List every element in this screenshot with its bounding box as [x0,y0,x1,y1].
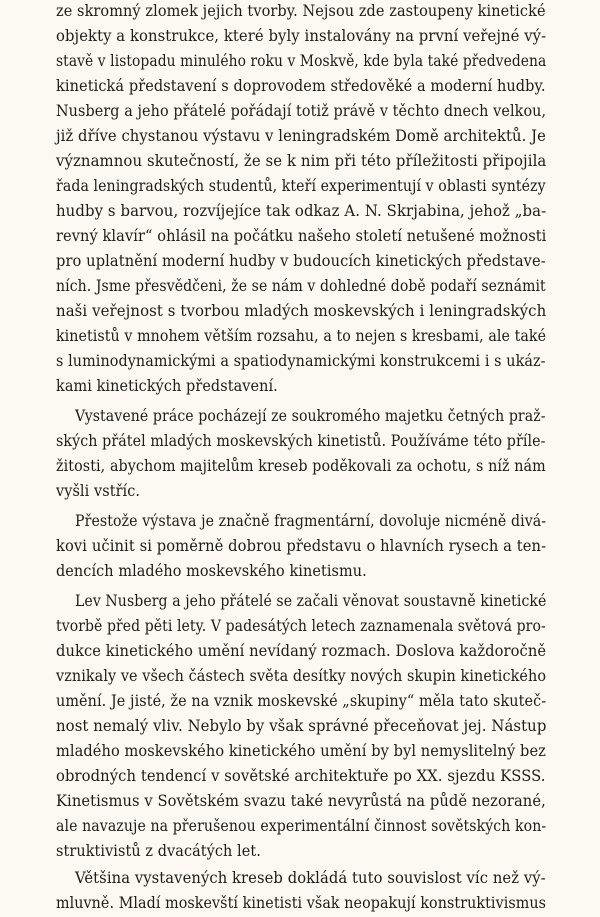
text-line: kinetistů v mnohem větším rozsahu, a to nejen s kresbami, ale také [56,326,547,345]
text-line: Kinetismus v Sovětském svazu také nevyrůstá na půdě nezorané, [56,791,546,810]
text-line: struktivistů z dvacátých let. [56,841,261,860]
text-line: naši veřejnost s tvorbou mladých moskevských i leningradských [56,301,547,320]
text-line: revný klavír“ ohlásil na počátku našeho století netušené možnosti [56,226,547,245]
text-line: řada leningradských studentů, kteří experimentují v oblasti syntézy [56,176,546,195]
text-line: tvorbě před pěti lety. V padesátých letech zaznamenala světová pro- [56,616,546,635]
text-line: nost nemalý vliv. Nebylo by však správné přeceňovat jej. Nástup [56,716,547,735]
text-line: dukce kinetického umění nevídaný rozmach. Doslova každoročně [56,641,547,660]
text-line: hudby s barvou, rozvíjejíce tak odkaz A. N. Skrjabina, jehož „ba- [56,201,547,220]
text-line: žitosti, abychom majitelům kreseb poděkovali za ochotu, s níž nám [56,456,546,475]
text-line: již dříve chystanou výstavu v leningradském Domě architektů. Je [56,126,546,145]
text-line: mladého moskevského kinetického umění by byl nemyslitelný bez [56,741,546,760]
text-line: ze skromný zlomek jejich tvorby. Nejsou zde zastoupeny kinetické [56,1,546,20]
text-line: Lev Nusberg a jeho přátelé se začali věnovat soustavně kinetické [75,591,547,610]
text-line: Přestože výstava je značně fragmentární, dovoluje nicméně divá- [75,511,547,530]
text-line: obrodných tendencí v sovětské architektuře po XX. sjezdu KSSS. [56,766,546,785]
text-line: umění. Je jisté, že na vznik moskevské „skupiny“ měla tato skuteč- [56,691,547,710]
text-line: mluvně. Mladí moskevští kinetisti však neopakují konstruktivismus [56,893,547,912]
text-line: vznikaly ve všech částech světa desítky nových skupin kinetického [56,666,547,685]
text-line: kovi učinit si poměrně dobrou představu o hlavních rysech a ten- [56,536,547,555]
text-line: stavě v listopadu minulého roku v Moskvě, kde byla také předvedena [56,51,547,70]
text-line: Nusberg a jeho přátelé pořádají totiž právě v těchto dnech velkou, [56,101,547,120]
text-line: pro uplatnění moderní hudby v budoucích kinetických představe- [56,251,546,270]
text-line: vyšli vstříc. [56,481,141,500]
text-line: Vystavené práce pocházejí ze soukromého majetku četných praž- [75,406,546,425]
text-line: s luminodynamickými a spatiodynamickými konstrukcemi i s ukáz- [56,351,546,370]
text-line: ských přátel mladých moskevských kinetistů. Používáme této příle- [56,431,546,450]
text-line: dencích mladého moskevského kinetismu. [56,561,367,580]
text-line: významnou skutečností, že se k nim při této příležitosti připojila [56,151,547,170]
text-line: Většina vystavených kreseb dokládá tuto souvislost víc než vý- [75,868,546,887]
text-line: kinetická představení s doprovodem středověké a moderní hudby. [56,76,546,95]
text-line: objekty a konstrukce, které byly instalovány na první veřejné vý- [56,26,547,45]
text-line: kami kinetických představení. [56,376,278,395]
text-line: ale navazuje na přerušenou experimentální činnost sovětských kon- [56,816,547,835]
text-line: ních. Jsme přesvědčeni, že se nám v dohledné době podaří seznámit [56,276,546,295]
